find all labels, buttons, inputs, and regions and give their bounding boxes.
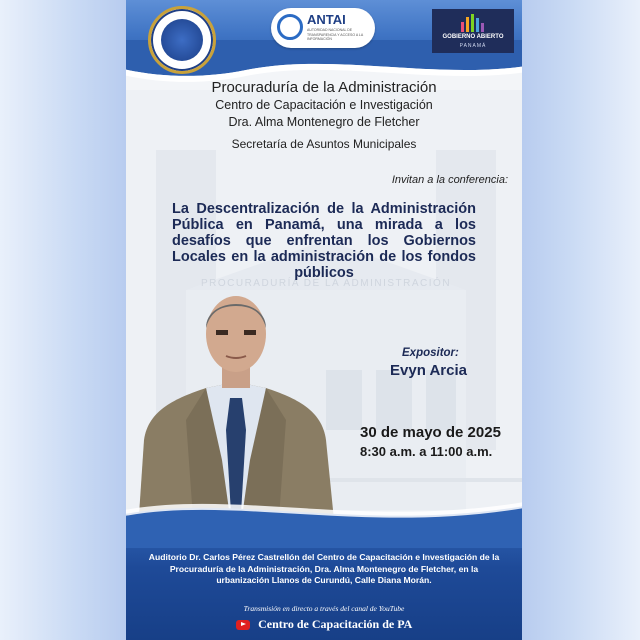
left-backdrop <box>0 0 126 640</box>
event-time: 8:30 a.m. a 11:00 a.m. <box>360 444 493 459</box>
building-sign: PROCURADURÍA DE LA ADMINISTRACIÓN <box>200 278 452 289</box>
venue-text: Auditorio Dr. Carlos Pérez Castrellón del Centro de Capacitación e Investigación de la Procuraduría de la Administración, Dra. Alma Montenegro de Fletcher, en la urbanización Llanos de Curundú, Calle Diana Morán. <box>148 552 500 585</box>
organization-name: Procuraduría de la Administración <box>211 79 437 96</box>
gob-subtitle: PANAMÁ <box>459 43 487 49</box>
bottom-wave <box>126 488 522 548</box>
conference-title: La Descentralización de la Administración Pública en Panamá, una mirada a los desafíos que enfrentan los Gobiernos Locales en la administración de los fondos públicos <box>172 201 476 281</box>
gobierno-abierto-logo <box>432 9 514 53</box>
right-backdrop <box>522 0 640 640</box>
invitation-text: Invitan a la conferencia: <box>391 174 508 186</box>
speaker-label: Expositor: <box>402 347 459 359</box>
youtube-channel[interactable] <box>126 616 522 634</box>
speaker-name: Evyn Arcia <box>390 362 467 379</box>
antai-subtitle: AUTORIDAD NACIONAL DE TRANSPARENCIA Y ACCESO A LA INFORMACIÓN <box>307 28 364 41</box>
antai-logo <box>271 8 375 48</box>
gob-title: GOBIERNO ABIERTO <box>442 34 504 40</box>
youtube-channel-label: Centro de Capacitación de PA <box>258 617 413 632</box>
bars-icon <box>459 14 489 32</box>
stream-note: Transmisión en directo a través del canal de YouTube <box>243 604 405 613</box>
center-name: Centro de Capacitación e Investigación <box>215 98 433 112</box>
seal-emblem <box>161 19 203 61</box>
magnifier-icon <box>277 14 303 40</box>
director-name: Dra. Alma Montenegro de Fletcher <box>228 115 420 129</box>
event-poster <box>126 0 522 640</box>
youtube-icon <box>236 620 250 630</box>
procuraduria-seal-logo <box>148 6 216 74</box>
event-date: 30 de mayo de 2025 <box>360 424 501 441</box>
secretariat-name: Secretaría de Asuntos Municipales <box>231 137 417 151</box>
antai-title: ANTAI <box>307 12 346 27</box>
